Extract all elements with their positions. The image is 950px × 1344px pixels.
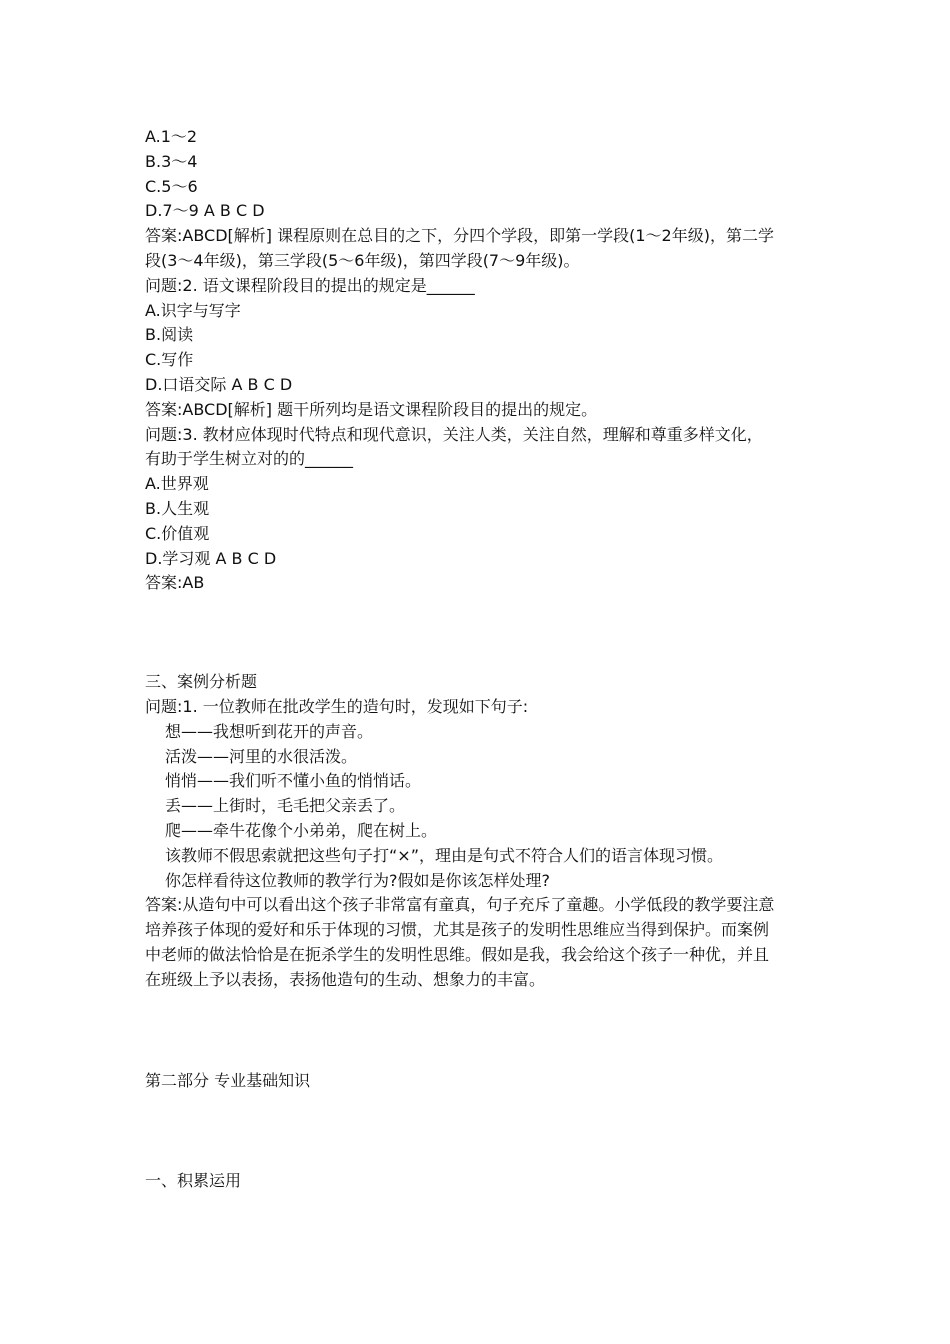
spacer [145, 993, 815, 1069]
example-sentence: 爬——牵牛花像个小弟弟，爬在树上。 [165, 820, 438, 840]
section3-answer-line-4: 在班级上予以表扬，表扬他造句的生动、想象力的丰富。 [145, 969, 546, 989]
q2-option-b: B.阅读 [145, 325, 194, 345]
part2-heading: 第二部分 专业基础知识 [145, 1070, 311, 1090]
q3-option-b: B.人生观 [145, 498, 210, 518]
example-sentence: 活泼——河里的水很活泼。 [165, 746, 358, 766]
q2-option-d: D.口语交际 A B C D [145, 374, 293, 394]
part2-section1-heading: 一、积累运用 [145, 1171, 242, 1191]
q3-question-line-1: 问题:3. 教材应体现时代特点和现代意识，关注人类，关注自然，理解和尊重多样文化， [145, 424, 763, 444]
q3-question-line-2: 有助于学生树立对的的______ [145, 449, 354, 469]
example-sentence: 丢——上街时，毛毛把父亲丢了。 [165, 796, 406, 816]
section3-heading: 三、案例分析题 [145, 672, 258, 692]
section3-answer-line-1: 答案:从造句中可以看出这个孩子非常富有童真，句子充斥了童趣。小学低段的教学要注意 [145, 895, 775, 915]
q1-option-b: B.3～4 [145, 151, 198, 171]
section3-answer-line-2: 培养孩子体现的爱好和乐于体现的习惯，尤其是孩子的发明性思维应当得到保护。而案例 [145, 920, 770, 940]
q2-option-c: C.写作 [145, 350, 194, 370]
spacer [145, 596, 815, 670]
example-sentence: 想——我想听到花开的声音。 [165, 721, 374, 741]
q1-option-a: A.1～2 [145, 127, 198, 146]
q3-option-a: A.世界观 [145, 474, 209, 494]
q1-option-c: C.5～6 [145, 176, 198, 196]
q2-option-a: A.识字与写字 [145, 300, 241, 320]
q1-answer-line-1: 答案:ABCD[解析] 课程原则在总目的之下，分四个学段，即第一学段(1～2年级)，第二学 [145, 226, 774, 246]
spacer [145, 1093, 815, 1169]
teacher-action: 该教师不假思索就把这些句子打“×”，理由是句式不符合人们的语言体现习惯。 [165, 845, 723, 865]
document-page [145, 125, 815, 1194]
q3-option-d: D.学习观 A B C D [145, 548, 277, 568]
q3-option-c: C.价值观 [145, 523, 210, 543]
q2-question: 问题:2. 语文课程阶段目的提出的规定是______ [145, 275, 475, 295]
q3-answer: 答案:AB [145, 573, 205, 593]
example-sentence: 悄悄——我们听不懂小鱼的悄悄话。 [165, 771, 422, 791]
q1-option-d: D.7～9 A B C D [145, 201, 265, 221]
q1-answer-line-2: 段(3～4年级)，第三学段(5～6年级)，第四学段(7～9年级)。 [145, 250, 580, 270]
section3-answer-line-3: 中老师的做法恰恰是在扼杀学生的发明性思维。假如是我，我会给这个孩子一种优，并且 [145, 944, 770, 964]
q2-answer: 答案:ABCD[解析] 题干所列均是语文课程阶段目的提出的规定。 [145, 399, 598, 419]
case-prompt: 你怎样看待这位教师的教学行为?假如是你该怎样处理? [165, 870, 550, 890]
section3-question: 问题:1. 一位教师在批改学生的造句时，发现如下句子: [145, 696, 529, 716]
